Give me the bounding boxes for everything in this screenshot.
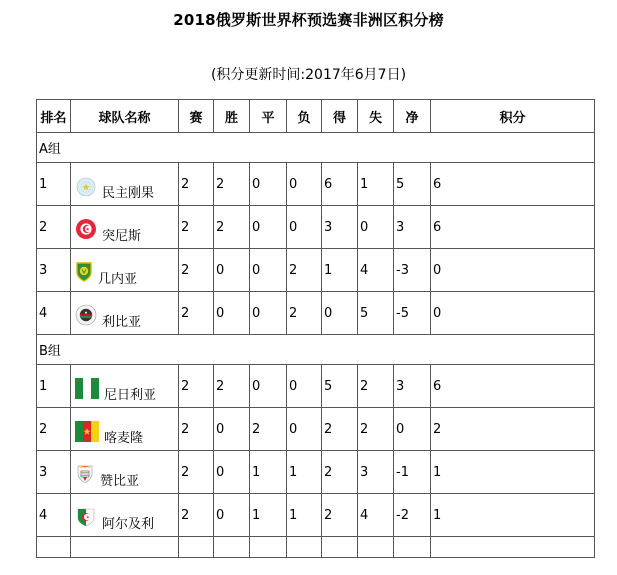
table-row [37, 292, 595, 335]
table-row [37, 163, 595, 206]
rank-cell: 2 [37, 408, 71, 451]
team-cell [71, 365, 179, 408]
won-cell: 0 [214, 451, 250, 494]
header-goals-against: 失 [358, 100, 394, 133]
header-played: 赛 [179, 100, 214, 133]
gf-cell: 1 [322, 249, 358, 292]
won-cell: 0 [214, 494, 250, 537]
lost-cell: 0 [287, 365, 322, 408]
ga-cell: 2 [358, 365, 394, 408]
dr-congo-flag-icon [75, 177, 97, 201]
won-cell: 2 [214, 206, 250, 249]
empty-cell [179, 537, 214, 558]
table-row [37, 494, 595, 537]
lost-cell: 1 [287, 451, 322, 494]
team-name: 阿尔及利 [102, 517, 155, 532]
header-row [37, 100, 595, 133]
rank-cell: 3 [37, 451, 71, 494]
gd-cell: -2 [394, 494, 431, 537]
won-cell: 0 [214, 408, 250, 451]
page-title: 2018俄罗斯世界杯预选赛非洲区积分榜 [173, 11, 444, 29]
won-cell: 2 [214, 365, 250, 408]
table-row [37, 408, 595, 451]
empty-cell [431, 537, 595, 558]
rank-cell: 2 [37, 206, 71, 249]
gf-cell: 5 [322, 365, 358, 408]
played-cell: 2 [179, 292, 214, 335]
points-cell: 6 [431, 365, 595, 408]
table-row [37, 451, 595, 494]
gf-cell: 6 [322, 163, 358, 206]
ga-cell: 1 [358, 163, 394, 206]
table-row [37, 537, 595, 558]
gd-cell: -3 [394, 249, 431, 292]
rank-cell: 4 [37, 494, 71, 537]
guinea-flag-icon [75, 261, 93, 287]
team-cell [71, 163, 179, 206]
header-won: 胜 [214, 100, 250, 133]
team-name: 赞比亚 [100, 474, 140, 489]
lost-cell: 2 [287, 292, 322, 335]
drawn-cell: 0 [250, 292, 287, 335]
points-cell: 0 [431, 292, 595, 335]
table-row [37, 249, 595, 292]
ga-cell: 2 [358, 408, 394, 451]
update-time: (积分更新时间:2017年6月7日) [210, 67, 407, 83]
team-name: 喀麦隆 [104, 431, 144, 446]
empty-cell [394, 537, 431, 558]
lost-cell: 0 [287, 206, 322, 249]
rank-cell: 1 [37, 365, 71, 408]
cameroon-flag-icon [75, 421, 99, 446]
empty-cell [287, 537, 322, 558]
zambia-flag-icon [75, 463, 95, 489]
gd-cell: 5 [394, 163, 431, 206]
gd-cell: 3 [394, 365, 431, 408]
team-name: 几内亚 [98, 272, 138, 287]
played-cell: 2 [179, 249, 214, 292]
won-cell: 0 [214, 292, 250, 335]
ga-cell: 4 [358, 494, 394, 537]
libya-flag-icon [75, 304, 97, 330]
empty-cell [358, 537, 394, 558]
header-drawn: 平 [250, 100, 287, 133]
header-lost: 负 [287, 100, 322, 133]
lost-cell: 2 [287, 249, 322, 292]
drawn-cell: 0 [250, 163, 287, 206]
standings-table [36, 99, 595, 558]
gf-cell: 0 [322, 292, 358, 335]
group-row [37, 335, 595, 365]
lost-cell: 1 [287, 494, 322, 537]
won-cell: 2 [214, 163, 250, 206]
rank-cell: 4 [37, 292, 71, 335]
gf-cell: 2 [322, 494, 358, 537]
points-cell: 1 [431, 494, 595, 537]
group-label: B组 [37, 335, 595, 365]
team-name: 尼日利亚 [104, 388, 157, 403]
gf-cell: 3 [322, 206, 358, 249]
team-name: 突尼斯 [102, 229, 142, 244]
ga-cell: 4 [358, 249, 394, 292]
table-row [37, 365, 595, 408]
rank-cell: 3 [37, 249, 71, 292]
empty-cell [71, 537, 179, 558]
team-cell [71, 408, 179, 451]
ga-cell: 3 [358, 451, 394, 494]
lost-cell: 0 [287, 163, 322, 206]
gd-cell: -1 [394, 451, 431, 494]
won-cell: 0 [214, 249, 250, 292]
group-row [37, 133, 595, 163]
header-team: 球队名称 [71, 100, 179, 133]
points-cell: 6 [431, 206, 595, 249]
algeria-flag-icon [75, 506, 97, 532]
header-goals-for: 得 [322, 100, 358, 133]
played-cell: 2 [179, 451, 214, 494]
gd-cell: 3 [394, 206, 431, 249]
points-cell: 6 [431, 163, 595, 206]
played-cell: 2 [179, 494, 214, 537]
played-cell: 2 [179, 163, 214, 206]
gf-cell: 2 [322, 408, 358, 451]
header-points: 积分 [431, 100, 595, 133]
team-cell [71, 206, 179, 249]
empty-cell [250, 537, 287, 558]
drawn-cell: 0 [250, 206, 287, 249]
played-cell: 2 [179, 365, 214, 408]
gf-cell: 2 [322, 451, 358, 494]
gd-cell: -5 [394, 292, 431, 335]
drawn-cell: 2 [250, 408, 287, 451]
lost-cell: 0 [287, 408, 322, 451]
team-cell [71, 292, 179, 335]
drawn-cell: 1 [250, 494, 287, 537]
points-cell: 0 [431, 249, 595, 292]
nigeria-flag-icon [75, 378, 99, 403]
team-cell [71, 249, 179, 292]
played-cell: 2 [179, 206, 214, 249]
empty-cell [37, 537, 71, 558]
drawn-cell: 0 [250, 249, 287, 292]
team-name: 利比亚 [102, 315, 142, 330]
empty-cell [322, 537, 358, 558]
ga-cell: 5 [358, 292, 394, 335]
points-cell: 2 [431, 408, 595, 451]
tunisia-flag-icon [75, 218, 97, 244]
drawn-cell: 0 [250, 365, 287, 408]
points-cell: 1 [431, 451, 595, 494]
team-cell [71, 494, 179, 537]
team-cell [71, 451, 179, 494]
drawn-cell: 1 [250, 451, 287, 494]
header-rank: 排名 [37, 100, 71, 133]
gd-cell: 0 [394, 408, 431, 451]
played-cell: 2 [179, 408, 214, 451]
empty-cell [214, 537, 250, 558]
ga-cell: 0 [358, 206, 394, 249]
team-name: 民主刚果 [102, 186, 155, 201]
table-row [37, 206, 595, 249]
group-label: A组 [37, 133, 595, 163]
rank-cell: 1 [37, 163, 71, 206]
header-goal-difference: 净 [394, 100, 431, 133]
